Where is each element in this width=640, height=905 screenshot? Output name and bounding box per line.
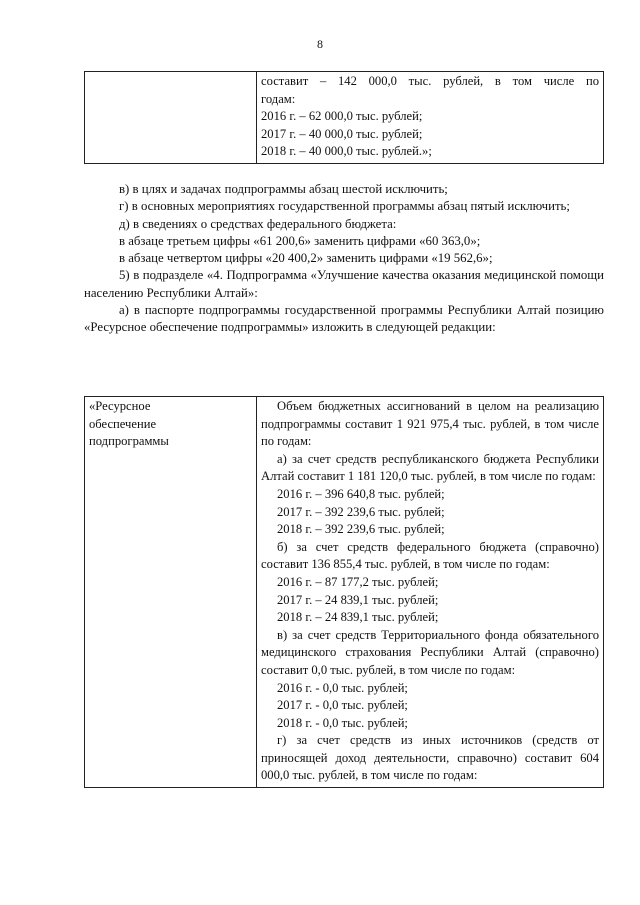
- paragraph: а) в паспорте подпрограммы государственной программы Республики Алтай позицию «Ресурсное обеспечение подпрограммы» изложить в следующей редакции:: [84, 303, 604, 335]
- paragraph: д) в сведениях о средствах федерального бюджета:: [119, 216, 397, 231]
- body-text: [84, 181, 604, 337]
- table-text-line: 2016 г. – 62 000,0 тыс. рублей;: [261, 109, 423, 124]
- funding-year-line: 2017 г. - 0,0 тыс. рублей;: [277, 698, 408, 713]
- paragraph: 5) в подразделе «4. Подпрограмма «Улучшение качества оказания медицинской помощи населению Республики Алтай»:: [84, 268, 604, 300]
- table-left-cell: [85, 72, 257, 164]
- row-heading-line: подпрограммы: [89, 434, 169, 449]
- paragraph: в абзаце четвертом цифры «20 400,2» заменить цифрами «19 562,6»;: [119, 251, 493, 266]
- funding-year-line: 2018 г. - 0,0 тыс. рублей;: [277, 715, 408, 730]
- table-row: [85, 72, 604, 164]
- funding-year-line: 2016 г. – 87 177,2 тыс. рублей;: [277, 574, 439, 589]
- table-left-cell: [85, 397, 257, 788]
- row-heading-line: «Ресурсное: [89, 399, 151, 413]
- row-heading-line: обеспечение: [89, 416, 157, 431]
- funding-paragraph: а) за счет средств республиканского бюджета Республики Алтай составит 1 181 120,0 тыс. рублей, в том числе по годам:: [261, 451, 599, 484]
- table-text-line: составит – 142 000,0 тыс. рублей, в том числе по: [261, 74, 599, 88]
- resource-provision-table: [84, 396, 604, 788]
- page-number: 8: [317, 37, 323, 51]
- table-right-cell: [257, 397, 604, 788]
- table-text-line: годам:: [261, 91, 296, 106]
- funding-table-continued: [84, 71, 604, 164]
- paragraph: в) в цлях и задачах подпрограммы абзац шестой исключить;: [119, 182, 448, 196]
- funding-paragraph: Объем бюджетных ассигнований в целом на реализацию подпрограммы составит 1 921 975,4 тыс. рублей, в том числе по годам:: [261, 399, 599, 449]
- funding-paragraph: г) за счет средств из иных источников (средств от приносящей доход деятельности, справочно) составит 604 000,0 тыс. рублей, в том числе по годам:: [261, 733, 599, 783]
- funding-year-line: 2017 г. – 24 839,1 тыс. рублей;: [277, 592, 439, 607]
- funding-paragraph: в) за счет средств Территориального фонда обязательного медицинского страхования Республики Алтай (справочно) составит 0,0 тыс. рублей, в том числе по годам:: [261, 627, 599, 677]
- funding-year-line: 2018 г. – 24 839,1 тыс. рублей;: [277, 610, 439, 625]
- funding-year-line: 2017 г. – 392 239,6 тыс. рублей;: [277, 504, 445, 519]
- funding-year-line: 2016 г. – 396 640,8 тыс. рублей;: [277, 486, 445, 501]
- funding-year-line: 2018 г. – 392 239,6 тыс. рублей;: [277, 522, 445, 537]
- table-text-line: 2017 г. – 40 000,0 тыс. рублей;: [261, 126, 423, 141]
- funding-paragraph: б) за счет средств федерального бюджета (справочно) составит 136 855,4 тыс. рублей, в том числе по годам:: [261, 539, 599, 572]
- paragraph: в абзаце третьем цифры «61 200,6» заменить цифрами «60 363,0»;: [119, 233, 481, 248]
- table-right-cell: [257, 72, 604, 164]
- paragraph: г) в основных мероприятиях государственной программы абзац пятый исключить;: [119, 199, 570, 214]
- table-row: [85, 397, 604, 788]
- table-text-line: 2018 г. – 40 000,0 тыс. рублей.»;: [261, 144, 432, 159]
- funding-year-line: 2016 г. - 0,0 тыс. рублей;: [277, 680, 408, 695]
